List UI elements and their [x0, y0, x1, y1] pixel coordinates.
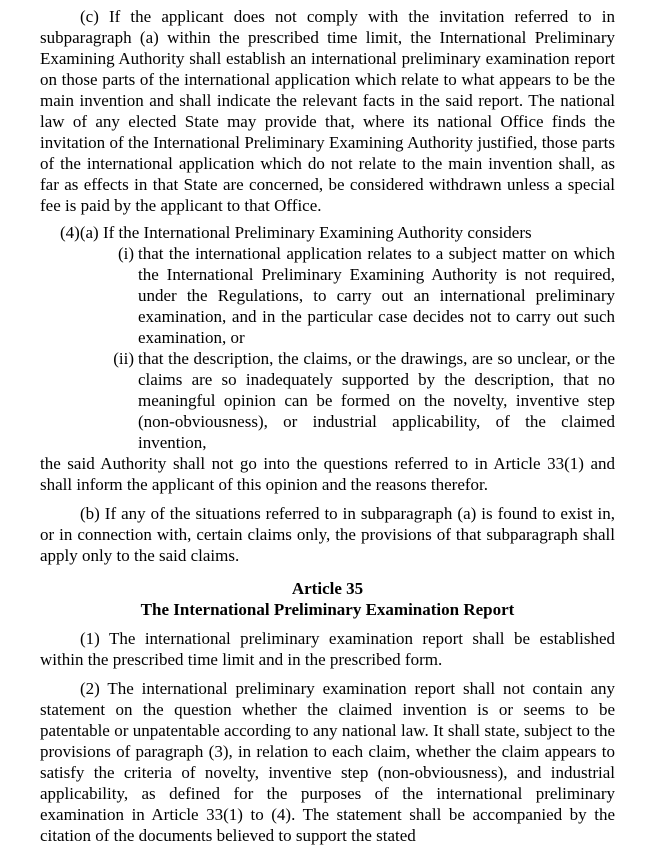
- list-item-number: (i): [117, 244, 134, 263]
- list-item-text: that the description, the claims, or the drawings, are so unclear, or the claims are so inadequately supported by the description, that no meaningful opinion can be formed on the novelty, inventive step (non-obviousness), or industrial applicability, of the claimed invention,: [138, 349, 615, 452]
- list-item-ii: [92, 348, 615, 453]
- article-title: The International Preliminary Examination Report: [140, 600, 515, 619]
- article-paragraph-2: (2) The international preliminary examination report shall not contain any statement on the question whether the claimed invention is or seems to be patentable or unpatentable according to any national law. It shall state, subject to the provisions of paragraph (3), in relation to each claim, whether the claim appears to satisfy the criteria of novelty, inventive step (non-obviousness), and industrial applicability, as defined for the purposes of the international preliminary examination in Article 33(1) to (4). The statement shall be accompanied by the citation of the documents believed to support the stated: [40, 679, 615, 845]
- list-item-i: [92, 243, 615, 348]
- paragraph-3c: (c) If the applicant does not comply with the invitation referred to in subparagraph (a) within the prescribed time limit, the International Preliminary Examining Authority shall establish an international preliminary examination report on those parts of the international application which relate to what appears to be the main invention and shall indicate the relevant facts in the said report. The national law of any elected State may provide that, where its national Office finds the invitation of the International Preliminary Examining Authority justified, those parts of the international application which do not relate to the main invention shall, as far as effects in that State are concerned, be considered withdrawn unless a special fee is paid by the applicant to that Office.: [40, 7, 615, 215]
- list-item-text: that the international application relates to a subject matter on which the International Preliminary Examining Authority is not required, under the Regulations, to carry out an international preliminary examination, and in the particular case decides not to carry out such examination, or: [138, 244, 615, 347]
- article-paragraph-1: (1) The international preliminary examination report shall be established within the prescribed time limit and in the prescribed form.: [40, 629, 615, 669]
- article-number: Article 35: [291, 579, 364, 598]
- paragraph-4a-close: the said Authority shall not go into the questions referred to in Article 33(1) and shall inform the applicant of this opinion and the reasons therefor.: [40, 454, 615, 494]
- paragraph-4b: (b) If any of the situations referred to in subparagraph (a) is found to exist in, or in connection with, certain claims only, the provisions of that subparagraph shall apply only to the said claims.: [40, 504, 615, 565]
- list-item-number: (ii): [113, 349, 134, 368]
- paragraph-4a-intro: (4)(a) If the International Preliminary Examining Authority considers: [60, 223, 532, 242]
